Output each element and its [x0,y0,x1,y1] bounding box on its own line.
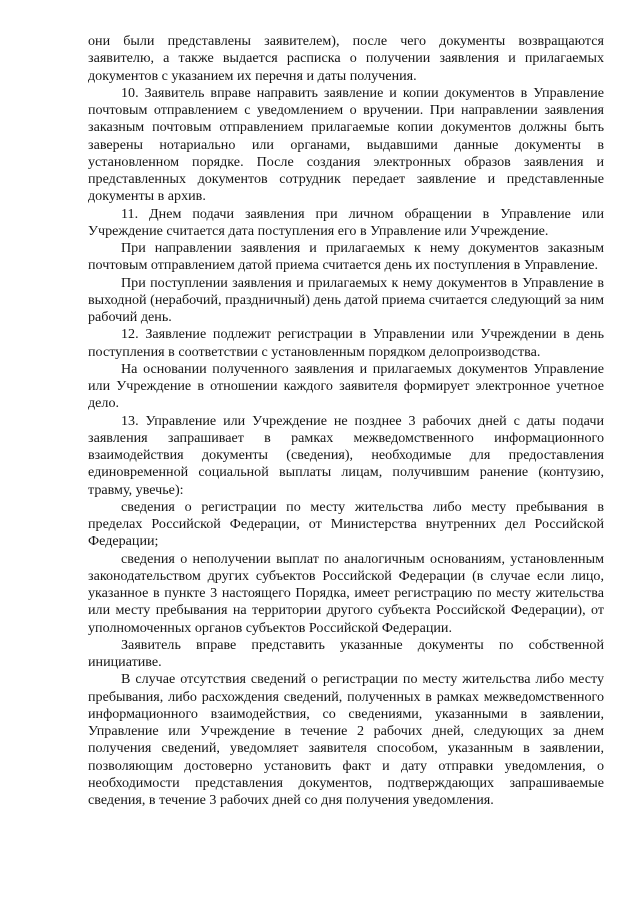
paragraph-registration-info: сведения о регистрации по месту жительства либо месту пребывания в пределах Российской Федерации, от Министерства внутренних дел Российской Федерации; [88,498,604,550]
paragraph-item-13: 13. Управление или Учреждение не позднее 3 рабочих дней с даты подачи заявления запрашивает в рамках межведомственного информационного взаимодействия документы (сведения), необходимые для предоставления единовременной социальной выплаты лицам, получившим ранение (контузию, травму, увечье): [88,412,604,498]
document-page [88,33,604,809]
paragraph-case-file: На основании полученного заявления и прилагаемых документов Управление или Учреждение в отношении каждого заявителя формирует электронное учетное дело. [88,360,604,412]
paragraph-continuation: они были представлены заявителем), после чего документы возвращаются заявителю, а также выдается расписка о получении заявления и прилагаемых документов с указанием их перечня и даты получения. [88,33,604,84]
paragraph-postal-receipt: При направлении заявления и прилагаемых к нему документов заказным почтовым отправлением датой приема считается день их поступления в Управление. [88,240,604,274]
paragraph-discrepancy-notice: В случае отсутствия сведений о регистрации по месту жительства либо месту пребывания, либо расхождения сведений, полученных в рамках межведомственного информационного взаимодействия, со сведениями, указанными в заявлении, Управление или Учреждение в течение 2 рабочих дней, следующих за днем получения сведений, уведомляет заявителя способом, указанным в заявлении, позволяющим достоверно установить факт и дату отправки уведомления, о необходимости представления документов, подтверждающих запрашиваемые сведения, в течение 3 рабочих дней со дня получения уведомления. [88,671,604,808]
paragraph-holiday-receipt: При поступлении заявления и прилагаемых к нему документов в Управление в выходной (нерабочий, праздничный) день датой приема считается следующий за ним рабочий день. [88,274,604,325]
paragraph-item-10: 10. Заявитель вправе направить заявление и копии документов в Управление почтовым отправлением с уведомлением о вручении. При направлении заявления заказным почтовым отправлением прилагаемые копии документов должны быть заверены нотариально или органами, выдавшими данные документы в установленном порядке. После создания электронных образов заявления и представленных документов сотрудник передает заявление и представленные документы в архив. [88,84,604,205]
paragraph-item-11: 11. Днем подачи заявления при личном обращении в Управление или Учреждение считается дата поступления его в Управление или Учреждение. [88,205,604,239]
paragraph-item-12: 12. Заявление подлежит регистрации в Управлении или Учреждении в день поступления в соответствии с установленным порядком делопроизводства. [88,326,604,360]
paragraph-own-initiative: Заявитель вправе представить указанные документы по собственной инициативе. [88,636,604,670]
paragraph-non-receipt-info: сведения о неполучении выплат по аналогичным основаниям, установленным законодательством других субъектов Российской Федерации (в случае если лицо, указанное в пункте 3 настоящего Порядка, имеет регистрацию по месту жительства или месту пребывания на территории другого субъекта Российской Федерации), от уполномоченных органов субъектов Российской Федерации. [88,550,604,636]
